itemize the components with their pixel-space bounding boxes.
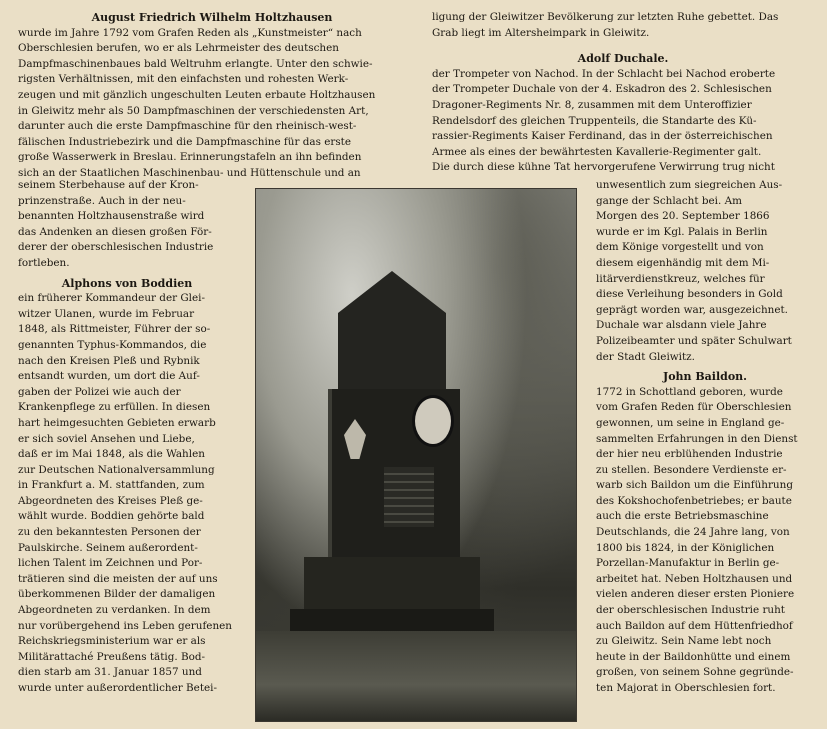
portrait-medallion — [412, 395, 454, 447]
text-line: Oberschlesien berufen, wo er als Lehrmeister des deutschen — [18, 42, 339, 55]
text-line: Abgeordneten des Kreises Pleß ge- — [18, 494, 203, 507]
text-line: unwesentlich zum siegreichen Aus- — [596, 179, 783, 191]
text-line: Dragoner-Regiments Nr. 8, zusammen mit dem Unteroffizier — [432, 98, 752, 111]
text-line: große Wasserwerk in Breslau. Erinnerungstafeln an ihn befinden — [18, 151, 362, 164]
monument-base — [304, 557, 480, 617]
text-line: zur Deutschen Nationalversammlung — [18, 463, 215, 476]
text-line: überkommenen Bilder der damaligen — [18, 588, 216, 601]
text-line: zu Gleiwitz. Sein Name lebt noch — [596, 635, 772, 648]
article-body-holtzhausen — [18, 26, 406, 182]
article-body-duchale — [432, 67, 814, 176]
article-duchale — [432, 10, 814, 176]
article-continuation-holtzhausen — [18, 178, 236, 272]
text-line: entsandt wurden, um dort die Auf- — [18, 370, 200, 383]
text-line: fälischen Industriebezirk und die Dampfmaschine für das erste — [18, 135, 351, 148]
text-line: Die durch diese kühne Tat hervorgerufene Verwirrung trug nicht — [432, 161, 775, 174]
text-line: hart heimgesuchten Gebieten erwarb — [18, 416, 216, 429]
text-line: Paulskirche. Seinem außerordent- — [18, 541, 198, 554]
text-line: diese Verleihung besonders in Gold — [596, 288, 783, 301]
text-line: zeugen und mit gänzlich ungeschulten Leuten erbaute Holtzhausen — [18, 88, 376, 101]
text-line: der oberschlesischen Industrie ruht — [596, 604, 785, 617]
text-line: Porzellan-Manufaktur in Berlin ge- — [596, 557, 780, 570]
text-line: großen, von seinem Sohne gegründe- — [596, 666, 794, 679]
text-line: seinem Sterbehause auf der Kron- — [18, 179, 199, 191]
text-line: zu stellen. Besondere Verdienste er- — [596, 463, 787, 476]
text-line: genannten Typhus-Kommandos, die — [18, 338, 207, 351]
article-boddien-column — [18, 178, 236, 697]
text-line: ligung der Gleiwitzer Bevölkerung zur letzten Ruhe gebettet. Das — [432, 11, 779, 23]
text-line: auch die erste Betriebsmaschine — [596, 510, 769, 523]
text-line: heute in der Baildonhütte und einem — [596, 650, 791, 663]
text-line: litärverdienstkreuz, welches für — [596, 272, 765, 285]
text-line: nach den Kreisen Pleß und Rybnik — [18, 354, 200, 367]
text-line: vom Grafen Reden für Oberschlesien — [596, 401, 792, 414]
text-line: wurde unter außerordentlicher Betei- — [18, 682, 217, 694]
article-title-baildon: John Baildon. — [662, 370, 747, 384]
text-line: Militärattaché Preußens tätig. Bod- — [18, 650, 206, 663]
text-line: gewonnen, um seine in England ge- — [596, 416, 785, 429]
text-line: ten Majorat in Oberschlesien fort. — [596, 682, 776, 694]
text-line: Armee als eines der bewährtesten Kavallerie-Regimenter galt. — [432, 145, 762, 158]
text-line: in Frankfurt a. M. stattfanden, zum — [18, 479, 205, 492]
text-line: sich an der Staatlichen Maschinenbau- und Hüttenschule und an — [18, 166, 361, 179]
article-title-holtzhausen: August Friedrich Wilhelm Holtzhausen — [91, 11, 333, 24]
article-title-boddien: Alphons von Boddien — [61, 276, 193, 290]
text-line: rassier-Regiments Kaiser Ferdinand, das in der österreichischen — [432, 130, 773, 143]
article-continuation-boddien — [432, 10, 814, 41]
text-line: witzer Ulanen, wurde im Februar — [18, 307, 195, 320]
text-line: zu den bekanntesten Personen der — [18, 526, 201, 539]
text-line: Dampfmaschinenbaues bald Weltruhm erlangte. Unter den schwie- — [18, 57, 373, 70]
text-line: geprägt worden war, ausgezeichnet. — [596, 303, 788, 316]
text-line: der hier neu erblühenden Industrie — [596, 448, 783, 461]
text-line: 1772 in Schottland geboren, wurde — [596, 385, 783, 398]
article-title-duchale: Adolf Duchale. — [577, 52, 669, 66]
text-line: auch Baildon auf dem Hüttenfriedhof — [596, 619, 793, 632]
text-line: Grab liegt im Altersheimpark in Gleiwitz. — [432, 26, 650, 39]
text-line: der Trompeter Duchale von der 4. Eskadron des 2. Schlesischen — [432, 83, 772, 96]
text-line: nur vorübergehend ins Leben gerufenen — [18, 619, 232, 632]
article-baildon-column — [596, 178, 814, 697]
text-line: fortleben. — [18, 256, 70, 269]
grave-monument-photo — [255, 188, 577, 722]
text-line: gaben der Polizei wie auch der — [18, 385, 181, 398]
text-line: Krankenpflege zu erfüllen. In diesen — [18, 401, 211, 414]
text-line: arbeitet hat. Neben Holtzhausen und — [596, 572, 793, 585]
text-line: des Kokshochofenbetriebes; er baute — [596, 494, 792, 507]
text-line: sammelten Erfahrungen in den Dienst — [596, 432, 798, 445]
text-line: das Andenken an diesen großen För- — [18, 225, 212, 238]
text-line: darunter auch die erste Dampfmaschine für den rheinisch-west- — [18, 120, 357, 133]
text-line: vielen anderen dieser ersten Pioniere — [596, 588, 795, 601]
text-line: derer der oberschlesischen Industrie — [18, 241, 214, 254]
text-line: Morgen des 20. September 1866 — [596, 210, 770, 223]
graveyard-ground — [256, 631, 576, 721]
text-line: gange der Schlacht bei. Am — [596, 194, 742, 207]
text-line: ein früherer Kommandeur der Glei- — [18, 292, 205, 305]
text-line: Abgeordneten zu verdanken. In dem — [18, 604, 211, 617]
text-line: Rendelsdorf des gleichen Truppenteils, die Standarte des Kü- — [432, 114, 757, 127]
article-body-boddien — [18, 291, 236, 696]
text-line: prinzenstraße. Auch in der neu- — [18, 194, 186, 207]
text-line: Reichskriegsministerium war er als — [18, 635, 206, 648]
text-line: daß er im Mai 1848, als die Wahlen — [18, 448, 205, 461]
article-continuation-duchale — [596, 178, 814, 365]
text-line: lichen Talent im Zeichnen und Por- — [18, 557, 203, 570]
text-line: trätieren sind die meisten der auf uns — [18, 572, 218, 585]
text-line: der Stadt Gleiwitz. — [596, 350, 695, 363]
article-holtzhausen — [18, 10, 406, 182]
text-line: Duchale war alsdann viele Jahre — [596, 319, 767, 332]
text-line: 1800 bis 1824, in der Königlichen — [596, 541, 775, 554]
text-line: der Trompeter von Nachod. In der Schlacht bei Nachod eroberte — [432, 67, 776, 80]
text-line: diesem eigenhändig mit dem Mi- — [596, 256, 770, 269]
text-line: wurde im Jahre 1792 vom Grafen Reden als „Kunstmeister“ nach — [18, 26, 362, 39]
monument-inscription — [384, 467, 434, 527]
text-line: dien starb am 31. Januar 1857 und — [18, 666, 202, 679]
text-line: Polizeibeamter und später Schulwart — [596, 334, 792, 347]
text-line: wählt wurde. Boddien gehörte bald — [18, 510, 205, 523]
text-line: rigsten Verhältnissen, mit den einfachsten und rohesten Werk- — [18, 73, 349, 86]
text-line: Deutschlands, die 24 Jahre lang, von — [596, 526, 790, 539]
text-line: warb sich Baildon um die Einführung — [596, 479, 793, 492]
text-line: er sich soviel Ansehen und Liebe, — [18, 432, 195, 445]
text-line: in Gleiwitz mehr als 50 Dampfmaschinen der verschiedensten Art, — [18, 104, 369, 117]
article-body-baildon — [596, 385, 814, 697]
text-line: 1848, als Rittmeister, Führer der so- — [18, 323, 211, 336]
text-line: dem Könige vorgestellt und von — [596, 241, 764, 254]
text-line: benannten Holtzhausenstraße wird — [18, 210, 205, 223]
text-line: wurde er im Kgl. Palais in Berlin — [596, 225, 768, 238]
